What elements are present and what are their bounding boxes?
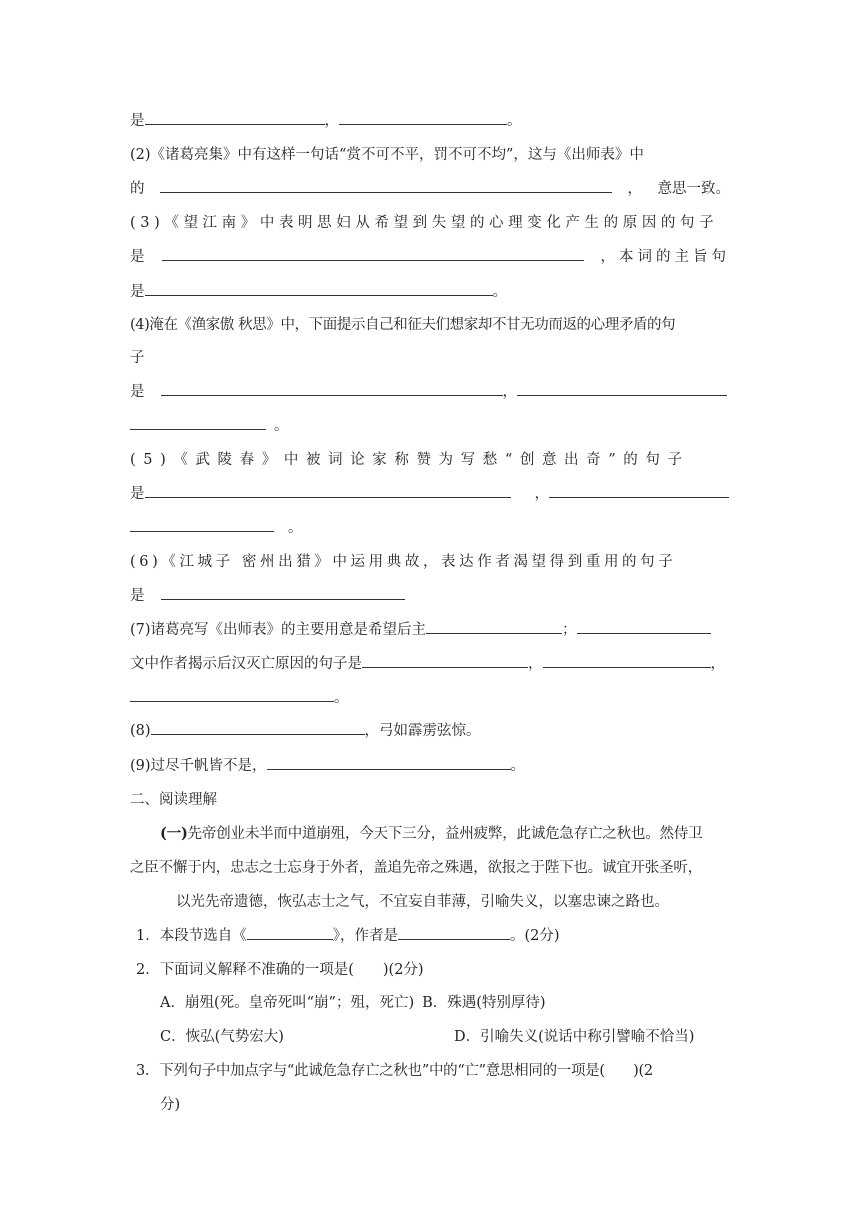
answer-blank[interactable] (162, 245, 584, 261)
q4-line2: 子 (130, 350, 145, 366)
q6-line1: (6)《江城子 密州出猎》中运用典故，表达作者渴望得到重用的句子 (130, 554, 677, 570)
q5-sep: ， (534, 486, 549, 502)
q9-post: 。 (510, 758, 526, 774)
answer-blank[interactable] (247, 924, 333, 940)
answer-blank[interactable] (426, 618, 562, 634)
answer-blank[interactable] (145, 482, 511, 498)
answer-blank[interactable] (549, 482, 729, 498)
q7-sep: ； (562, 622, 577, 638)
q5-pre: 是 (130, 486, 145, 502)
q8-pre: (8) (130, 723, 151, 739)
q3-line3 (130, 280, 730, 304)
answer-blank[interactable] (517, 380, 727, 396)
answer-blank[interactable] (577, 618, 711, 634)
q7-post: 。 (334, 690, 349, 706)
q3-line2 (130, 245, 730, 269)
q2-line1: (2)《诸葛亮集》中有这样一句话“赏不可不平，罚不可不均”，这与《出师表》中 (130, 147, 644, 163)
q4-pre: 是 (130, 384, 145, 400)
q3-pre2: 是 (130, 284, 145, 300)
q7-sep1: ， (528, 656, 543, 672)
answer-blank[interactable] (161, 380, 503, 396)
q5-line1: (5)《武陵春》中被词论家称赞为写愁“创意出奇”的句子 (130, 452, 690, 468)
q2-post: 意思一致。 (657, 181, 730, 197)
q3-mid: ，本词的主旨句 (600, 249, 730, 265)
q2-pre: 的 (130, 181, 145, 197)
q7-line1 (130, 618, 730, 642)
answer-blank[interactable] (339, 109, 507, 125)
q7-pre: (7)诸葛亮写《出师表》的主要用意是希望后主 (130, 622, 427, 638)
q4-post: 。 (274, 418, 289, 434)
q8-post: ，弓如霹雳弦惊。 (364, 723, 481, 739)
option-d[interactable]: D．引喻失义(说话中称引譬喻不恰当) (454, 1029, 695, 1045)
answer-blank[interactable] (145, 109, 325, 125)
passage-line1 (160, 822, 730, 846)
answer-blank[interactable] (398, 924, 510, 940)
q8-line (130, 719, 730, 743)
rq2-options-row2 (160, 1025, 730, 1049)
answer-blank[interactable] (145, 280, 493, 296)
rq2-options-row1 (160, 991, 730, 1015)
q7-sep2: ， (710, 656, 725, 672)
option-b[interactable]: B．殊遇(特别厚待) (422, 995, 546, 1011)
q4-line4 (130, 414, 730, 438)
q1-sep: ， (324, 113, 339, 129)
q2-line2 (130, 177, 730, 201)
q3-line1: (3)《望江南》中表明思妇从希望到失望的心理变化产生的原因的句子 (130, 215, 719, 231)
rq1-post: 。(2分) (509, 928, 560, 944)
answer-blank[interactable] (362, 652, 528, 668)
q9-pre: (9)过尽千帆皆不是， (130, 758, 267, 774)
q5-line3 (130, 516, 730, 540)
answer-blank[interactable] (161, 584, 405, 600)
rq2-line: 2．下面词义解释不准确的一项是( )(2分) (136, 962, 424, 978)
answer-blank[interactable] (267, 754, 511, 770)
answer-blank[interactable] (130, 516, 274, 532)
q9-line (130, 754, 730, 778)
passage-marker: (一) (160, 825, 188, 842)
answer-blank[interactable] (130, 686, 334, 702)
passage-line3: 以光先帝遗德，恢弘志士之气，不宜妄自菲薄，引喻失义，以塞忠谏之路也。 (176, 894, 669, 910)
q1-line (130, 109, 730, 133)
option-a[interactable]: A．崩殂(死。皇帝死叫“崩”；殂，死亡) (160, 995, 415, 1011)
q7-pre2: 文中作者揭示后汉灭亡原因的句子是 (130, 656, 362, 672)
rq1-line (136, 924, 736, 948)
option-c[interactable]: C．恢弘(气势宏大) (160, 1029, 284, 1045)
q5-post: 。 (288, 520, 303, 536)
answer-blank[interactable] (151, 719, 365, 735)
q3-post: 。 (492, 284, 507, 300)
answer-blank[interactable] (160, 177, 612, 193)
q5-line2 (130, 482, 730, 506)
answer-blank[interactable] (543, 652, 711, 668)
q7-line2 (130, 652, 730, 676)
section-heading: 二、阅读理解 (130, 792, 217, 808)
rq1-pre: 1．本段节选自《 (136, 928, 247, 944)
q4-sep: ， (502, 384, 517, 400)
q4-line1: (4)淹在《渔家傲 秋思》中，下面提示自己和征夫们想家却不甘无功而返的心理矛盾的句 (130, 317, 676, 333)
passage-text1: 先帝创业未半而中道崩殂，今天下三分，益州疲弊，此诚危急存亡之秋也。然侍卫 (187, 826, 703, 842)
q6-line2 (130, 584, 730, 608)
rq1-mid: 》，作者是 (332, 928, 398, 944)
q2-sep: ， (627, 181, 642, 197)
q3-pre: 是 (130, 249, 145, 265)
q6-pre: 是 (130, 588, 145, 604)
q1-pre: 是 (130, 113, 145, 129)
rq3-line2: 分) (160, 1097, 181, 1113)
answer-blank[interactable] (130, 414, 266, 430)
q1-post: 。 (507, 113, 522, 129)
q7-line3 (130, 686, 730, 710)
passage-line2: 之臣不懈于内，忠志之士忘身于外者，盖追先帝之殊遇，欲报之于陛下也。诚宜开张圣听， (130, 860, 702, 876)
rq3-line1: 3．下列句子中加点字与“此诚危急存亡之秋也”中的“亡”意思相同的一项是( )(2 (136, 1063, 653, 1079)
q4-line3 (130, 380, 730, 404)
